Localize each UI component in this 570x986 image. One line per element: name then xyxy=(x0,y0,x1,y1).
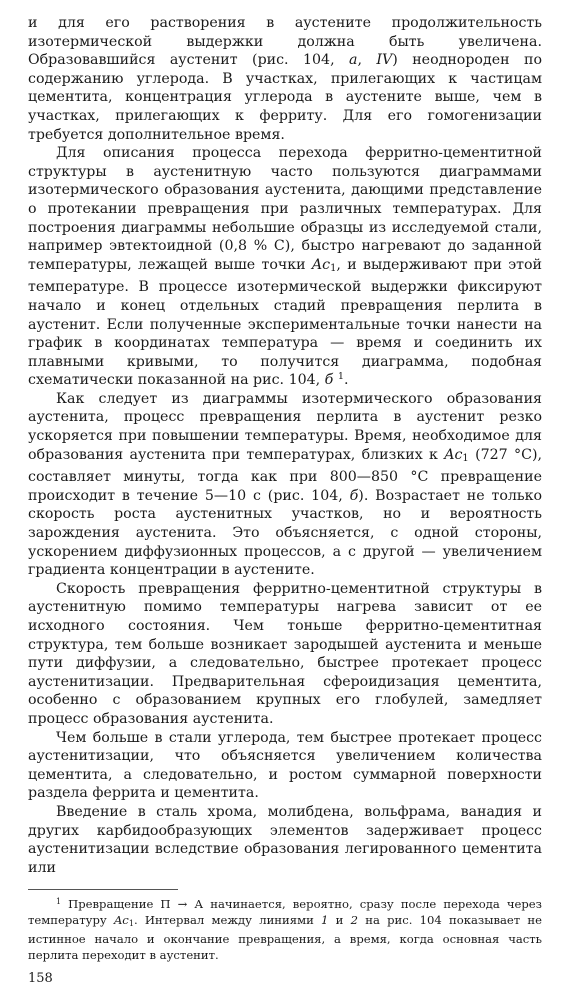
page-body xyxy=(28,14,542,986)
paragraph-5: Чем больше в стали углерода, тем быстрее протекает процесс аустенитизации, что объясняется увеличением количества цементита, а следовательно, и ростом суммарной поверхности раздела феррита и цементита. xyxy=(28,729,542,802)
footnote: $^1$ Превращение П → А начинается, вероятно, сразу после перехода через температуру $Ac_1$. Интервал между линиями 1 и 2 на рис. 104 показывает не истинное начало и окончание превращения, а время, когда основная часть перлита переходит в аустенит. xyxy=(28,897,542,963)
footnote-divider xyxy=(28,889,178,890)
paragraph-1: и для его растворения в аустените продолжительность изотермической выдержки должна быть увеличена. Образовавшийся аустенит (рис. 104, а, IV) неоднороден по содержанию углерода. В участках, прилегающих к частицам цементита, концентрация углерода в аустените выше, чем в участках, прилегающих к ферриту. Для его гомогенизации требуется дополнительное время. xyxy=(28,15,542,143)
paragraph-6: Введение в сталь хрома, молибдена, вольфрама, ванадия и других карбидообразующих элементов задерживает процесс аустенитизации вследствие образования легированного цементита или xyxy=(28,803,542,876)
paragraph-3: Как следует из диаграммы изотермического образования аустенита, процесс превращения перлита в аустенит резко ускоряется при повышении температуры. Время, необходимое для образования аустенита при температурах, близких к $Ac_1$ (727 °С), составляет минуты, тогда как при 800—850 °С превращение происходит в течение 5—10 с (рис. 104, б). Возрастает не только скорость роста аустенитных участков, но и вероятность зарождения аустенита. Это объясняется, с одной стороны, ускорением диффузионных процессов, а с другой — увеличением градиента концентрации в аустените. xyxy=(28,390,543,579)
paragraph-4: Скорость превращения ферритно-цементитной структуры в аустенитную помимо температуры нагрева зависит от ее исходного состояния. Чем тоньше ферритно-цементитная структура, тем больше возникает зародышей аустенита и меньше пути диффузии, а следовательно, быстрее протекает процесс аустенитизации. Предварительная сфероидизация цементита, особенно с образованием крупных его глобулей, замедляет процесс образования аустенита. xyxy=(28,580,542,727)
page-number: 158 xyxy=(28,971,53,986)
paragraph-2: Для описания процесса перехода ферритно-цементитной структуры в аустенитную часто пользуются диаграммами изотермического образования аустенита, дающими представление о протекании превращения при различных температурах. Для построения диаграммы небольшие образцы из исследуемой стали, например эвтектоидной (0,8 % С), быстро нагревают до заданной температуры, лежащей выше точки $Ac_1$, и выдерживают при этой температуре. В процессе изотермической выдержки фиксируют начало и конец отдельных стадий превращения перлита в аустенит. Если полученные экспериментальные точки нанести на график в координатах температура — время и соединить их плавными кривыми, то получится диаграмма, подобная схематически показанной на рис. 104, б $^1$. xyxy=(28,145,542,389)
